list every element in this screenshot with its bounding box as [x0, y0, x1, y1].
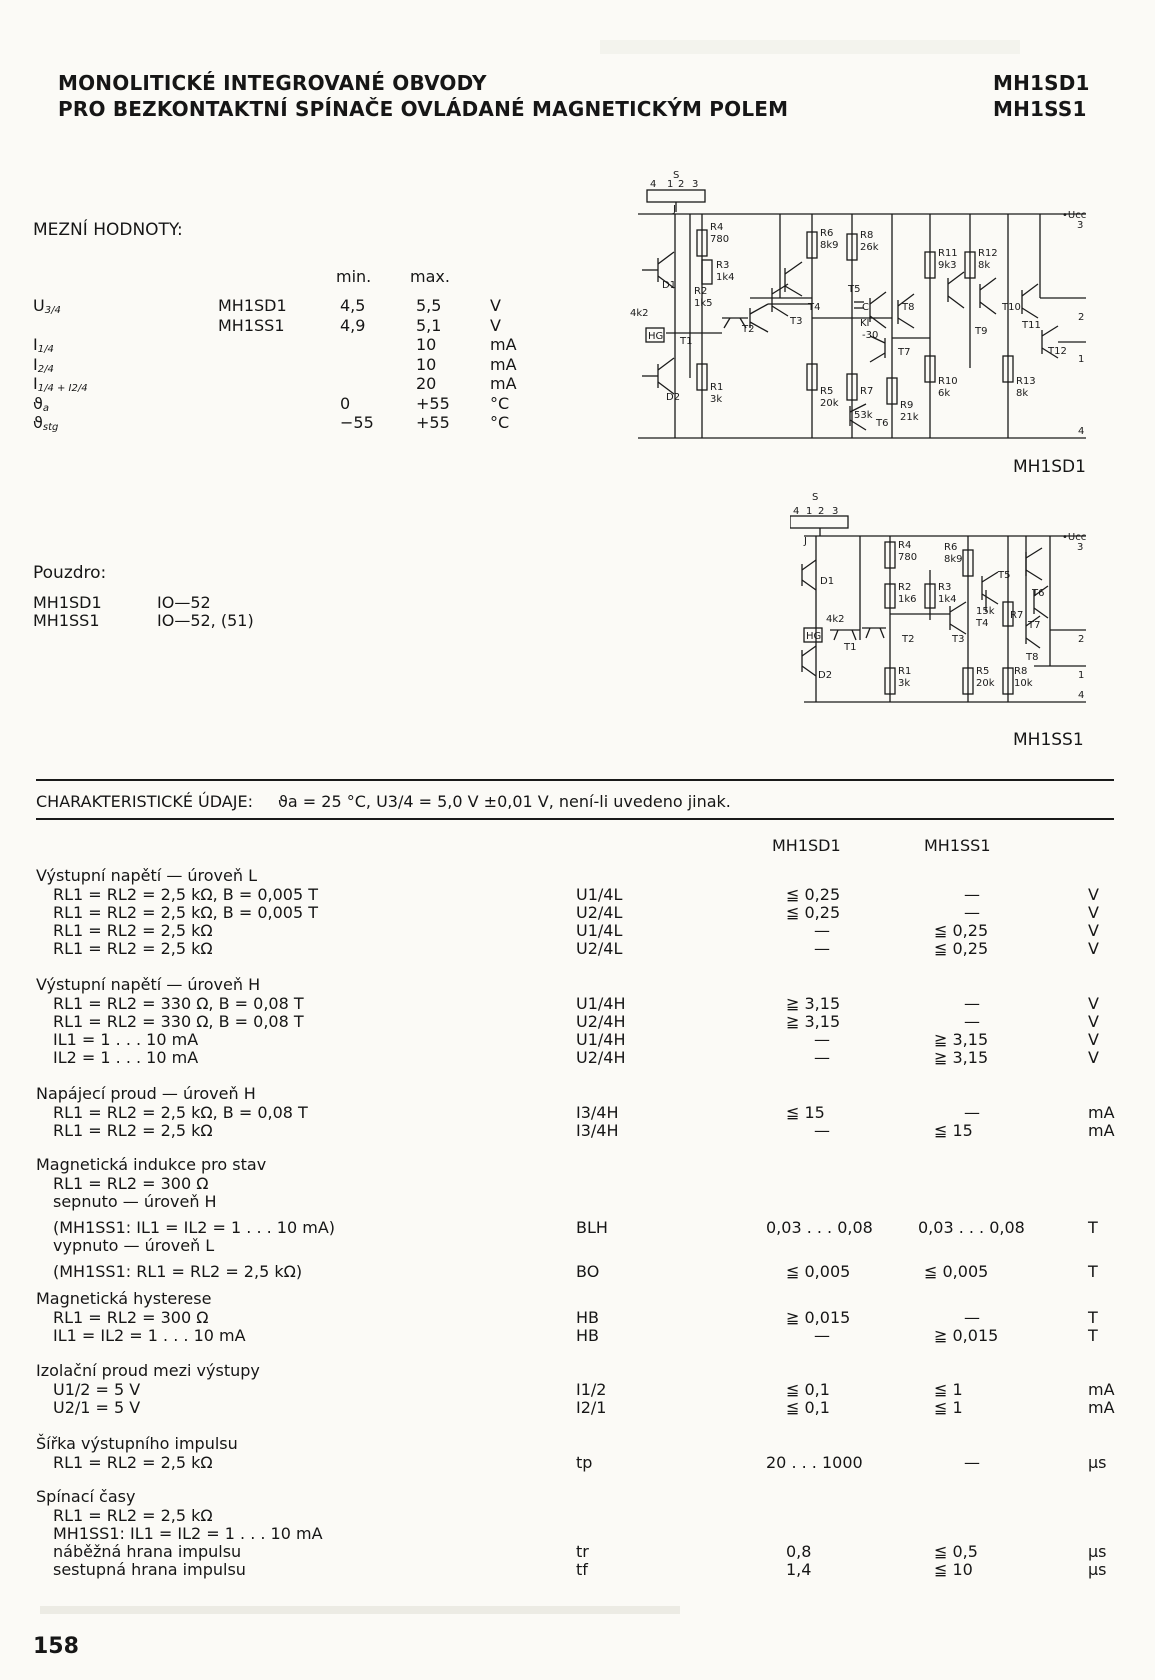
group-title: Napájecí proud — úroveň H: [36, 1084, 256, 1103]
value-unit: V: [1088, 939, 1099, 958]
limits-col-min: min.: [336, 267, 372, 286]
param-condition: IL1 = IL2 = 1 . . . 10 mA: [53, 1326, 246, 1345]
group-condition-line: vypnuto — úroveň L: [53, 1236, 215, 1255]
value-mh1ss1: —: [964, 1453, 980, 1472]
schematic1-label: R5: [820, 386, 834, 397]
schematic1-label: 6k: [938, 388, 951, 399]
param-condition: U1/2 = 5 V: [53, 1380, 141, 1399]
param-condition: RL1 = RL2 = 2,5 kΩ: [53, 939, 213, 958]
value-unit: μs: [1088, 1560, 1107, 1579]
schematic2-label: D2: [818, 670, 833, 681]
section-rule-top: [36, 779, 1114, 781]
schematic2-label: 4k2: [826, 614, 845, 625]
param-symbol: U2/4L: [576, 939, 623, 958]
schematic1-label: T8: [902, 302, 915, 313]
schematic1-label: T9: [975, 326, 988, 337]
limit-symbol-sub: a: [42, 402, 50, 414]
pin-label: 3: [1077, 220, 1084, 231]
limit-symbol-base: I: [33, 335, 38, 354]
charac-col-mh1sd1: MH1SD1: [772, 836, 841, 855]
value-mh1sd1: ≦ 15: [786, 1103, 825, 1122]
group-title: Izolační proud mezi výstupy: [36, 1361, 260, 1380]
schematic2-label: 1: [806, 506, 813, 517]
schematic2-label: 20k: [976, 678, 995, 689]
limit-symbol-base: ϑ: [33, 413, 43, 432]
limit-max: 5,1: [416, 315, 442, 335]
schematic1-label: 780: [710, 234, 730, 245]
page-number: 158: [33, 1634, 79, 1659]
schematic1-label: 9k3: [938, 260, 957, 271]
value-mh1sd1: ≦ 0,005: [786, 1262, 851, 1281]
group-title: Výstupní napětí — úroveň L: [36, 866, 258, 885]
value-mh1sd1: ≦ 0,25: [786, 885, 841, 904]
schematic1-label: 20k: [820, 398, 839, 409]
value-unit: mA: [1088, 1380, 1115, 1399]
value-mh1sd1: —: [814, 1326, 830, 1345]
value-unit: T: [1088, 1218, 1098, 1237]
schematic2-label: R1: [898, 666, 912, 677]
schematic-mh1ss1: [790, 490, 1120, 726]
pin-label: 1: [1078, 670, 1085, 681]
param-symbol: I3/4H: [576, 1121, 619, 1140]
charac-heading: CHARAKTERISTICKÉ ÚDAJE:: [36, 792, 253, 811]
param-condition: RL1 = RL2 = 2,5 kΩ, B = 0,005 T: [53, 885, 318, 904]
value-mh1ss1: ≧ 0,015: [934, 1326, 999, 1345]
schematic1-label: 21k: [900, 412, 919, 423]
schematic2-label: J: [804, 536, 807, 547]
limit-min: 0: [340, 393, 351, 413]
package-val-1: IO—52: [157, 593, 211, 612]
schematic1-label: R7: [860, 386, 874, 397]
value-mh1sd1: ≦ 0,1: [786, 1380, 830, 1399]
schematic1-label: 3: [692, 179, 699, 190]
limit-max: 20: [416, 374, 437, 393]
schematic2-label: 10k: [1014, 678, 1033, 689]
schematic2-label: T6: [1032, 588, 1045, 599]
schematic1-label: R10: [938, 376, 958, 387]
group-condition-line: (MH1SS1: RL1 = RL2 = 2,5 kΩ): [53, 1262, 303, 1281]
group-condition-line: MH1SS1: IL1 = IL2 = 1 . . . 10 mA: [53, 1524, 323, 1543]
schematic1-label: R1: [710, 382, 724, 393]
param-condition: RL1 = RL2 = 2,5 kΩ, B = 0,005 T: [53, 903, 318, 922]
package-heading: Pouzdro:: [33, 563, 107, 583]
charac-col-mh1ss1: MH1SS1: [924, 836, 991, 855]
param-condition: RL1 = RL2 = 2,5 kΩ: [53, 1453, 213, 1472]
limit-symbol-sub: 3/4: [44, 305, 61, 316]
value-mh1sd1: —: [814, 1048, 830, 1067]
value-unit: T: [1088, 1326, 1098, 1345]
schematic1-label: 4: [650, 179, 657, 190]
schematic2-label: D1: [820, 576, 835, 587]
limit-max: 10: [416, 354, 437, 374]
schematic1-label: HG: [648, 331, 664, 342]
schematic1-label: R9: [900, 400, 914, 411]
limit-unit: mA: [490, 374, 517, 393]
schematic2-label: T7: [1028, 620, 1041, 631]
schematic2-label: R7: [1010, 610, 1024, 621]
pin-label: 1: [1078, 354, 1085, 365]
schematic1-label: J: [673, 204, 676, 215]
schematic2-label: T8: [1026, 652, 1039, 663]
limit-unit: V: [490, 296, 501, 315]
param-condition: náběžná hrana impulsu: [53, 1542, 242, 1561]
schematic1-label: R4: [710, 222, 724, 233]
schematic1-ucc-label: •Ucc: [1062, 210, 1087, 221]
value-unit: μs: [1088, 1542, 1107, 1561]
value-mh1ss1: ≧ 3,15: [934, 1048, 989, 1067]
schematic1-label: T3: [790, 316, 803, 327]
value-mh1sd1: 0,03 . . . 0,08: [766, 1218, 873, 1237]
schematic2-label: R4: [898, 540, 912, 551]
schematic1-label: 1: [667, 179, 674, 190]
value-mh1sd1: ≧ 0,015: [786, 1308, 851, 1327]
value-mh1sd1: ≦ 0,25: [786, 903, 841, 922]
schematic2-label: S: [812, 492, 819, 503]
schematic1-label: R11: [938, 248, 958, 259]
param-symbol: U1/4H: [576, 994, 626, 1013]
print-smudge: [40, 1606, 680, 1614]
value-mh1ss1: ≦ 0,25: [934, 921, 989, 940]
pin-label: 2: [1078, 634, 1085, 645]
limits-heading: MEZNÍ HODNOTY:: [33, 220, 183, 240]
schematic1-label: C: [862, 302, 869, 313]
limit-symbol-base: U: [33, 296, 45, 315]
param-symbol: BLH: [576, 1218, 608, 1237]
schematic1-label: R8: [860, 230, 874, 241]
schematic2-label: R6: [944, 542, 958, 553]
limit-unit: V: [490, 315, 501, 335]
section-rule-bottom: [36, 818, 1114, 820]
schematic1-label: R13: [1016, 376, 1036, 387]
pin-label: 2: [1078, 312, 1085, 323]
schematic1-label: 1k4: [716, 272, 735, 283]
value-mh1ss1: ≦ 0,25: [934, 939, 989, 958]
value-mh1ss1: ≦ 1: [934, 1398, 963, 1417]
param-condition: RL1 = RL2 = 2,5 kΩ: [53, 1121, 213, 1140]
schematic1-label: 1k5: [694, 298, 713, 309]
param-symbol: BO: [576, 1262, 600, 1281]
sensor-package-shape: [790, 516, 848, 528]
param-condition: RL1 = RL2 = 2,5 kΩ: [53, 921, 213, 940]
param-symbol: tf: [576, 1560, 588, 1579]
param-symbol: U1/4L: [576, 921, 623, 940]
param-condition: U2/1 = 5 V: [53, 1398, 141, 1417]
pin-label: 4: [1078, 426, 1085, 437]
limit-max: 5,5: [416, 296, 442, 315]
schematic1-label: -30: [862, 330, 879, 341]
sensor-package-shape: [647, 190, 705, 202]
value-unit: mA: [1088, 1398, 1115, 1417]
value-unit: V: [1088, 1030, 1099, 1049]
limit-symbol-sub: 2/4: [37, 363, 54, 375]
value-mh1sd1: —: [814, 921, 830, 940]
param-condition: IL2 = 1 . . . 10 mA: [53, 1048, 199, 1067]
schematic2-label: T3: [952, 634, 965, 645]
param-condition: RL1 = RL2 = 330 Ω, B = 0,08 T: [53, 994, 304, 1013]
schematic1-caption: MH1SD1: [1013, 457, 1086, 477]
param-symbol: I3/4H: [576, 1103, 619, 1122]
param-symbol: tr: [576, 1542, 589, 1561]
limit-symbol-sub: 1/4: [37, 344, 54, 355]
limit-symbol-base: I: [33, 354, 38, 374]
limit-symbol: [33, 297, 61, 320]
limit-max: 10: [416, 335, 437, 354]
param-condition: RL1 = RL2 = 330 Ω, B = 0,08 T: [53, 1012, 304, 1031]
package-val-2: IO—52, (51): [157, 611, 254, 630]
value-unit: mA: [1088, 1103, 1115, 1122]
value-mh1sd1: ≦ 0,1: [786, 1398, 830, 1417]
value-mh1ss1: —: [964, 994, 980, 1013]
schematic1-label: D2: [666, 392, 681, 403]
value-unit: T: [1088, 1308, 1098, 1327]
schematic2-label: 780: [898, 552, 918, 563]
schematic2-label: T5: [998, 570, 1011, 581]
schematic1-label: 2: [678, 179, 685, 190]
value-unit: mA: [1088, 1121, 1115, 1140]
schematic1-label: 53k: [854, 410, 873, 421]
value-mh1ss1: ≧ 3,15: [934, 1030, 989, 1049]
param-symbol: I2/1: [576, 1398, 607, 1417]
schematic1-label: T1: [680, 336, 693, 347]
group-title: Magnetická hysterese: [36, 1289, 212, 1308]
schematic2-ucc-label: •Ucc: [1062, 532, 1087, 543]
param-symbol: I1/2: [576, 1380, 607, 1399]
value-mh1sd1: ≧ 3,15: [786, 994, 841, 1013]
value-mh1ss1: —: [964, 903, 980, 922]
limit-symbol-sub: 1/4 + I2/4: [37, 383, 88, 394]
limit-unit: mA: [490, 354, 517, 374]
schematic1-label: R12: [978, 248, 998, 259]
param-symbol: U2/4L: [576, 903, 623, 922]
schematic1-label: 8k: [1016, 388, 1029, 399]
header-title-line1: MONOLITICKÉ INTEGROVANÉ OBVODY: [58, 71, 487, 95]
limit-max: +55: [416, 393, 450, 413]
value-mh1sd1: 20 . . . 1000: [766, 1453, 863, 1472]
schematic2-label: 4: [793, 506, 800, 517]
group-title: Magnetická indukce pro stav: [36, 1155, 267, 1174]
schematic1-label: T2: [742, 324, 755, 335]
param-symbol: U2/4H: [576, 1048, 626, 1067]
schematic2-label: 3: [832, 506, 839, 517]
value-mh1ss1: —: [964, 1308, 980, 1327]
value-mh1ss1: 0,03 . . . 0,08: [918, 1218, 1025, 1237]
param-condition: IL1 = 1 . . . 10 mA: [53, 1030, 199, 1049]
group-condition-line: RL1 = RL2 = 2,5 kΩ: [53, 1506, 213, 1525]
value-mh1sd1: —: [814, 939, 830, 958]
value-unit: μs: [1088, 1453, 1107, 1472]
schematic2-label: 2: [818, 506, 825, 517]
schematic1-label: 8k9: [820, 240, 839, 251]
limit-unit: mA: [490, 335, 517, 354]
param-condition: RL1 = RL2 = 300 Ω: [53, 1308, 209, 1327]
schematic1-label: KI: [860, 318, 870, 329]
schematic2-label: HG: [806, 631, 822, 642]
limit-device: MH1SS1: [218, 315, 285, 335]
value-mh1sd1: ≧ 3,15: [786, 1012, 841, 1031]
param-symbol: U1/4H: [576, 1030, 626, 1049]
value-unit: V: [1088, 1048, 1099, 1067]
limit-min: −55: [340, 413, 374, 432]
schematic2-label: T4: [976, 618, 989, 629]
param-symbol: tp: [576, 1453, 593, 1472]
schematic1-label: T11: [1022, 320, 1041, 331]
schematic2-label: T1: [844, 642, 857, 653]
print-smudge: [600, 40, 1020, 54]
pin-label: 4: [1078, 690, 1085, 701]
value-mh1ss1: —: [964, 1012, 980, 1031]
schematic2-label: 8k9: [944, 554, 963, 565]
schematic1-label-s: S: [673, 170, 680, 181]
param-symbol: U1/4L: [576, 885, 623, 904]
group-condition-line: sepnuto — úroveň H: [53, 1192, 217, 1211]
value-mh1ss1: ≦ 0,5: [934, 1542, 978, 1561]
schematic1-label: R3: [716, 260, 730, 271]
value-unit: V: [1088, 903, 1099, 922]
value-mh1sd1: —: [814, 1121, 830, 1140]
schematic1-label: 26k: [860, 242, 879, 253]
limit-symbol-sub: stg: [42, 422, 59, 433]
schematic1-label: T7: [898, 347, 911, 358]
schematic2-label: 3k: [898, 678, 911, 689]
schematic1-label: 3k: [710, 394, 723, 405]
value-mh1sd1: —: [814, 1030, 830, 1049]
schematic1-label: T12: [1048, 346, 1067, 357]
limit-symbol-base: ϑ: [33, 393, 43, 413]
value-mh1ss1: —: [964, 885, 980, 904]
param-condition: sestupná hrana impulsu: [53, 1560, 246, 1579]
limit-symbol-base: I: [33, 374, 38, 393]
value-mh1ss1: —: [964, 1103, 980, 1122]
limit-unit: °C: [490, 393, 510, 413]
schematic2-caption: MH1SS1: [1013, 730, 1084, 750]
schematic2-label: 15k: [976, 606, 995, 617]
value-unit: V: [1088, 885, 1099, 904]
schematic1-label: T5: [848, 284, 861, 295]
schematic1-label: 4k2: [630, 308, 649, 319]
group-title: Výstupní napětí — úroveň H: [36, 975, 261, 994]
group-condition-line: (MH1SS1: IL1 = IL2 = 1 . . . 10 mA): [53, 1218, 336, 1237]
schematic1-label: R2: [694, 286, 708, 297]
package-dev-1: MH1SD1: [33, 593, 102, 612]
value-mh1ss1: ≦ 0,005: [924, 1262, 989, 1281]
value-unit: T: [1088, 1262, 1098, 1281]
header-part-2: MH1SS1: [993, 97, 1087, 121]
value-mh1ss1: ≦ 10: [934, 1560, 973, 1579]
group-title: Spínací časy: [36, 1487, 136, 1506]
schematic1-label: T10: [1002, 302, 1021, 313]
group-condition-line: RL1 = RL2 = 300 Ω: [53, 1174, 209, 1193]
schematic2-label: 1k4: [938, 594, 957, 605]
param-condition: RL1 = RL2 = 2,5 kΩ, B = 0,08 T: [53, 1103, 308, 1122]
value-unit: V: [1088, 994, 1099, 1013]
schematic1-label: R6: [820, 228, 834, 239]
value-unit: V: [1088, 1012, 1099, 1031]
schematic1-label: D1: [662, 280, 677, 291]
param-symbol: U2/4H: [576, 1012, 626, 1031]
value-mh1ss1: ≦ 1: [934, 1380, 963, 1399]
schematic2-label: R3: [938, 582, 952, 593]
schematic2-label: R8: [1014, 666, 1028, 677]
value-mh1sd1: 1,4: [786, 1560, 812, 1579]
schematic-mh1sd1: [630, 168, 1120, 478]
package-dev-2: MH1SS1: [33, 611, 100, 630]
pin-label: 3: [1077, 542, 1084, 553]
schematic2-label: T2: [902, 634, 915, 645]
limit-device: MH1SD1: [218, 296, 287, 315]
schematic1-label: T6: [876, 418, 889, 429]
group-title: Šířka výstupního impulsu: [36, 1434, 238, 1453]
value-mh1ss1: ≦ 15: [934, 1121, 973, 1140]
param-symbol: HB: [576, 1326, 600, 1345]
limit-symbol: [33, 414, 58, 437]
schematic1-label: 8k: [978, 260, 991, 271]
limits-col-max: max.: [410, 267, 450, 286]
schematic2-label: R2: [898, 582, 912, 593]
schematic2-label: R5: [976, 666, 990, 677]
limit-unit: °C: [490, 413, 510, 432]
limit-min: 4,5: [340, 296, 366, 315]
schematic1-label: T4: [808, 302, 821, 313]
limit-max: +55: [416, 413, 450, 432]
header-title-line2: PRO BEZKONTAKTNÍ SPÍNAČE OVLÁDANÉ MAGNETICKÝM POLEM: [58, 97, 789, 121]
charac-condition: ϑa = 25 °C, U3/4 = 5,0 V ±0,01 V, není-li uvedeno jinak.: [278, 792, 731, 811]
param-symbol: HB: [576, 1308, 600, 1327]
limit-min: 4,9: [340, 315, 366, 335]
value-mh1sd1: 0,8: [786, 1542, 812, 1561]
schematic2-label: 1k6: [898, 594, 917, 605]
value-unit: V: [1088, 921, 1099, 940]
header-part-1: MH1SD1: [993, 71, 1090, 95]
